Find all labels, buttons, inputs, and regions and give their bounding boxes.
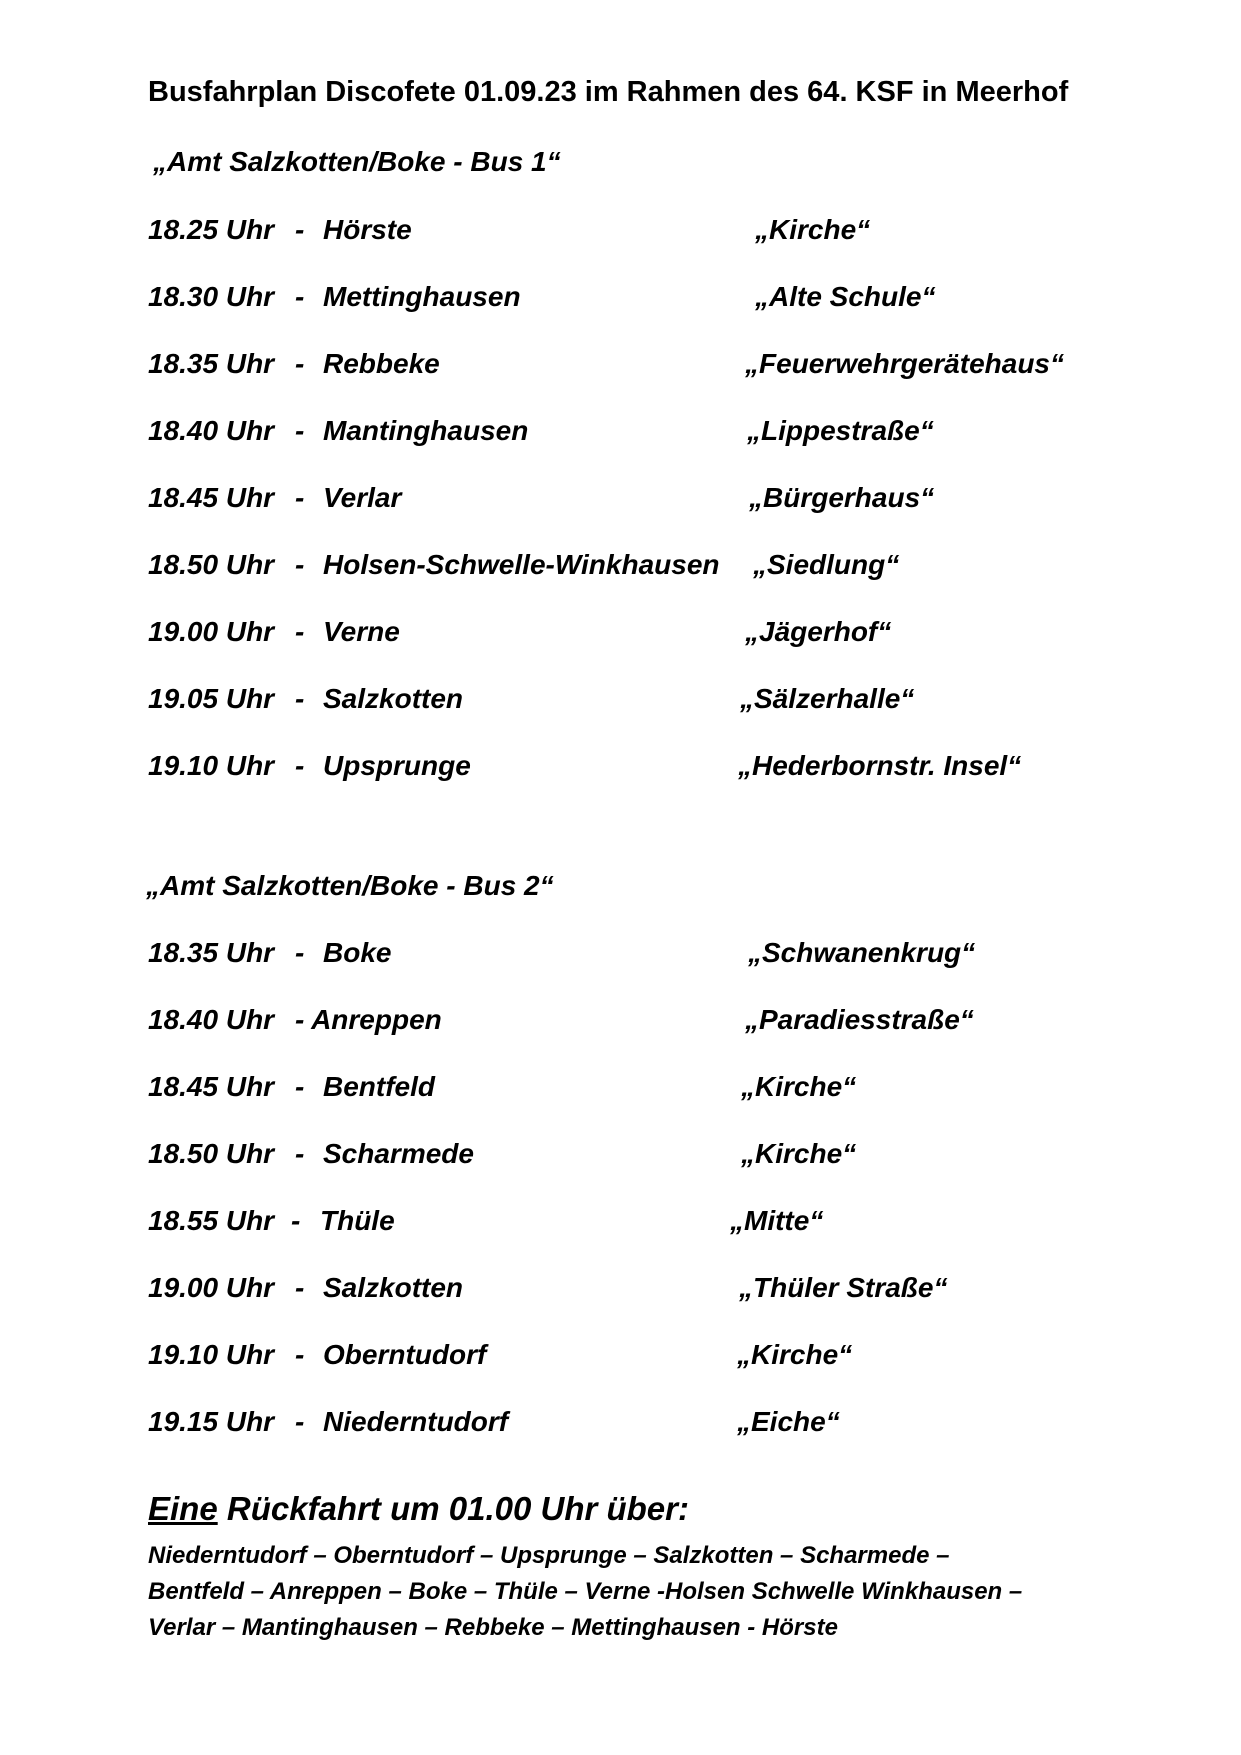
bus-stop: „Bürgerhaus“ <box>749 482 935 513</box>
town-name: Verne <box>323 616 400 647</box>
separator: - <box>295 1339 305 1370</box>
departure-time: 19.15 Uhr <box>148 1406 275 1437</box>
schedule-row <box>148 281 1148 317</box>
separator: - <box>295 750 305 781</box>
bus-stop: „Kirche“ <box>737 1339 853 1370</box>
departure-time: 19.10 Uhr <box>148 750 275 781</box>
separator: - <box>295 683 305 714</box>
separator: - <box>295 482 305 513</box>
separator: - <box>295 1071 305 1102</box>
separator: - <box>295 937 305 968</box>
departure-time: 18.45 Uhr <box>148 482 275 513</box>
town-name: Salzkotten <box>323 683 464 714</box>
separator: - <box>295 348 305 379</box>
schedule-row <box>148 1406 1148 1442</box>
bus-stop: „Hederbornstr. Insel“ <box>738 750 1022 781</box>
town-name: Thüle <box>320 1205 395 1236</box>
town-name: Holsen-Schwelle-Winkhausen <box>323 549 720 580</box>
departure-time: 18.35 Uhr <box>148 348 275 379</box>
page-title: Busfahrplan Discofete 01.09.23 im Rahmen des 64. KSF in Meerhof <box>148 76 1069 108</box>
departure-time: 19.00 Uhr <box>148 1272 275 1303</box>
town-name: Bentfeld <box>323 1071 435 1102</box>
schedule-row <box>148 1004 1148 1040</box>
separator: - <box>295 1406 305 1437</box>
town-name: Mantinghausen <box>323 415 529 446</box>
schedule-row <box>148 616 1148 652</box>
bus-stop: „Jägerhof“ <box>745 616 892 647</box>
town-name: Boke <box>323 937 392 968</box>
town-name: Verlar <box>323 482 402 513</box>
town-name: Oberntudorf <box>323 1339 487 1370</box>
schedule-row <box>148 415 1148 451</box>
schedule-row <box>148 1272 1148 1308</box>
departure-time: 18.50 Uhr <box>148 549 275 580</box>
schedule-row <box>148 750 1148 786</box>
return-heading-emphasis: Eine <box>148 1490 218 1527</box>
departure-time: 19.10 Uhr <box>148 1339 275 1370</box>
bus1-heading: „Amt Salzkotten/Boke - Bus 1“ <box>153 146 561 177</box>
separator: - <box>295 616 305 647</box>
separator: - <box>295 415 305 446</box>
return-route-line: Verlar – Mantinghausen – Rebbeke – Mettinghausen - Hörste <box>148 1614 838 1641</box>
departure-time: 18.55 Uhr <box>148 1205 275 1236</box>
separator: - <box>295 214 305 245</box>
separator: - <box>295 1272 305 1303</box>
bus-stop: „Kirche“ <box>741 1071 857 1102</box>
town-name: Mettinghausen <box>323 281 521 312</box>
bus2-heading: „Amt Salzkotten/Boke - Bus 2“ <box>146 870 554 901</box>
bus-stop: „Feuerwehrgerätehaus“ <box>745 348 1064 379</box>
departure-time: 18.35 Uhr <box>148 937 275 968</box>
town-name: Hörste <box>323 214 412 245</box>
town-name: Upsprunge <box>323 750 471 781</box>
schedule-row <box>148 482 1148 518</box>
bus-stop: „Mitte“ <box>730 1205 824 1236</box>
schedule-row <box>148 1205 1148 1241</box>
bus-stop: „Eiche“ <box>737 1406 840 1437</box>
separator: - <box>295 549 305 580</box>
departure-time: 18.45 Uhr <box>148 1071 275 1102</box>
bus-stop: „Schwanenkrug“ <box>748 937 976 968</box>
departure-time: 18.30 Uhr <box>148 281 275 312</box>
separator: - <box>291 1205 301 1236</box>
schedule-row <box>148 549 1148 585</box>
town-name: Scharmede <box>323 1138 474 1169</box>
schedule-row <box>148 937 1148 973</box>
separator: - <box>295 1138 305 1169</box>
bus-stop: „Kirche“ <box>755 214 871 245</box>
town-name: Rebbeke <box>323 348 440 379</box>
bus-stop: „Paradiesstraße“ <box>745 1004 974 1035</box>
departure-time: 18.50 Uhr <box>148 1138 275 1169</box>
bus-stop: „Thüler Straße“ <box>739 1272 948 1303</box>
bus-stop: „Sälzerhalle“ <box>740 683 915 714</box>
separator: - <box>295 281 305 312</box>
bus-stop: „Alte Schule“ <box>755 281 936 312</box>
schedule-row <box>148 1339 1148 1375</box>
bus-stop: „Lippestraße“ <box>747 415 934 446</box>
return-heading-text: Rückfahrt um 01.00 Uhr über: <box>217 1490 689 1527</box>
bus-stop: „Siedlung“ <box>753 549 900 580</box>
town-name: Niederntudorf <box>323 1406 509 1437</box>
schedule-row <box>148 1138 1148 1174</box>
departure-time: 19.05 Uhr <box>148 683 275 714</box>
return-route-line: Bentfeld – Anreppen – Boke – Thüle – Verne -Holsen Schwelle Winkhausen – <box>148 1578 1023 1605</box>
bus-stop: „Kirche“ <box>741 1138 857 1169</box>
departure-time: 18.25 Uhr <box>148 214 275 245</box>
town-name: Salzkotten <box>323 1272 464 1303</box>
schedule-row <box>148 214 1148 250</box>
schedule-row <box>148 1071 1148 1107</box>
schedule-row <box>148 683 1148 719</box>
schedule-row <box>148 348 1148 384</box>
return-trip-heading <box>148 1490 689 1528</box>
return-route-line: Niederntudorf – Oberntudorf – Upsprunge – Salzkotten – Scharmede – <box>148 1542 950 1569</box>
separator-with-town: - Anreppen <box>295 1004 442 1035</box>
departure-time: 19.00 Uhr <box>148 616 275 647</box>
departure-time: 18.40 Uhr <box>148 1004 275 1035</box>
departure-time: 18.40 Uhr <box>148 415 275 446</box>
